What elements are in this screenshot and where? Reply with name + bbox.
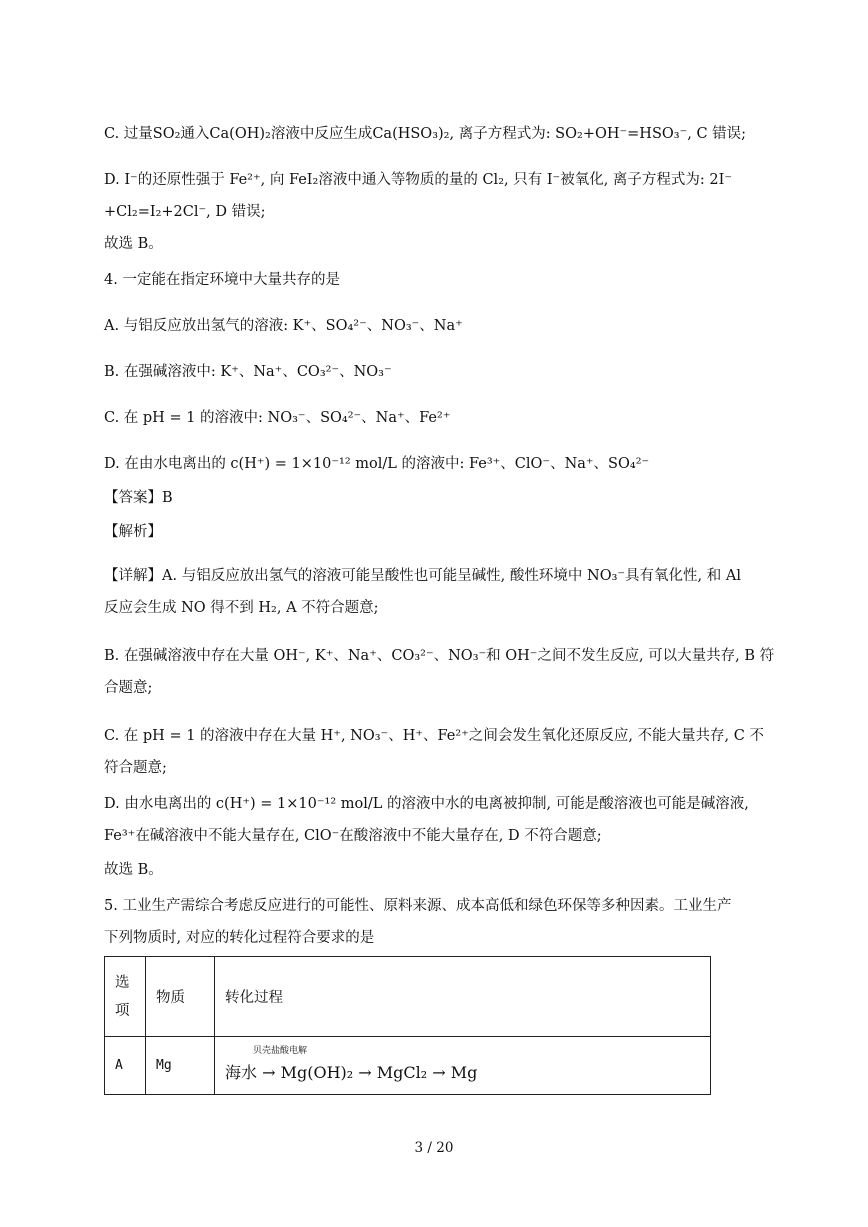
table-header-process: 转化过程: [215, 957, 711, 1037]
detail-b-2: 合题意;: [104, 680, 153, 696]
process-arrow-label: 贝壳盐酸电解: [253, 1046, 308, 1056]
question-4-option-a: A. 与铝反应放出氢气的溶液: K⁺、SO₄²⁻、NO₃⁻、Na⁺: [104, 318, 463, 334]
detail-c-1: C. 在 pH = 1 的溶液中存在大量 H⁺, NO₃⁻、H⁺、Fe²⁺之间会发生氧化还原反应, 不能大量共存, C 不: [104, 728, 764, 744]
detail-d-1: D. 由水电离出的 c(H⁺) = 1×10⁻¹² mol/L 的溶液中水的电离被抑制, 可能是酸溶液也可能是碱溶液,: [104, 796, 749, 812]
process-chain: 海水 → Mg(OH)₂ → MgCl₂ → Mg: [225, 1063, 478, 1082]
analysis-label: 【解析】: [104, 524, 162, 540]
question-5-line-2: 下列物质时, 对应的转化过程符合要求的是: [104, 930, 375, 946]
table-cell-process: [215, 1037, 711, 1095]
table-row: [105, 1037, 711, 1095]
table-header-row: [105, 957, 711, 1037]
para-choose-b-1: 故选 B。: [104, 236, 163, 252]
table-cell-substance: Mg: [146, 1037, 215, 1095]
detail-a-2: 反应会生成 NO 得不到 H₂, A 不符合题意;: [104, 600, 379, 616]
question-5-line-1: 5. 工业生产需综合考虑反应进行的可能性、原料来源、成本高低和绿色环保等多种因素。工业生产: [104, 898, 732, 914]
para-choose-b-2: 故选 B。: [104, 862, 163, 878]
para-d-prev-1: D. I⁻的还原性强于 Fe²⁺, 向 FeI₂溶液中通入等物质的量的 Cl₂, 只有 I⁻被氧化, 离子方程式为: 2I⁻: [104, 172, 733, 188]
detail-c-2: 符合题意;: [104, 760, 167, 776]
detail-a-1: 【详解】A. 与铝反应放出氢气的溶液可能呈酸性也可能呈碱性, 酸性环境中 NO₃⁻具有氧化性, 和 Al: [104, 568, 741, 584]
para-d-prev-2: +Cl₂=I₂+2Cl⁻, D 错误;: [104, 204, 266, 220]
detail-d-2: Fe³⁺在碱溶液中不能大量存在, ClO⁻在酸溶液中不能大量存在, D 不符合题意;: [104, 828, 602, 844]
page-number: 3 / 20: [414, 1140, 454, 1156]
question-4-option-b: B. 在强碱溶液中: K⁺、Na⁺、CO₃²⁻、NO₃⁻: [104, 364, 392, 380]
detail-b-1: B. 在强碱溶液中存在大量 OH⁻, K⁺、Na⁺、CO₃²⁻、NO₃⁻和 OH⁻之间不发生反应, 可以大量共存, B 符: [104, 648, 775, 664]
para-c-prev: C. 过量SO₂通入Ca(OH)₂溶液中反应生成Ca(HSO₃)₂, 离子方程式为: SO₂+OH⁻=HSO₃⁻, C 错误;: [104, 126, 747, 142]
table-header-substance: 物质: [146, 957, 215, 1037]
question-4-title: 4. 一定能在指定环境中大量共存的是: [104, 272, 340, 288]
question-4-option-c: C. 在 pH = 1 的溶液中: NO₃⁻、SO₄²⁻、Na⁺、Fe²⁺: [104, 410, 451, 426]
table-header-option: 选项: [105, 957, 146, 1037]
options-table: [104, 956, 711, 1095]
answer-label: 【答案】B: [104, 490, 173, 506]
table-cell-option: A: [105, 1037, 146, 1095]
question-4-option-d: D. 在由水电离出的 c(H⁺) = 1×10⁻¹² mol/L 的溶液中: Fe³⁺、ClO⁻、Na⁺、SO₄²⁻: [104, 456, 650, 472]
